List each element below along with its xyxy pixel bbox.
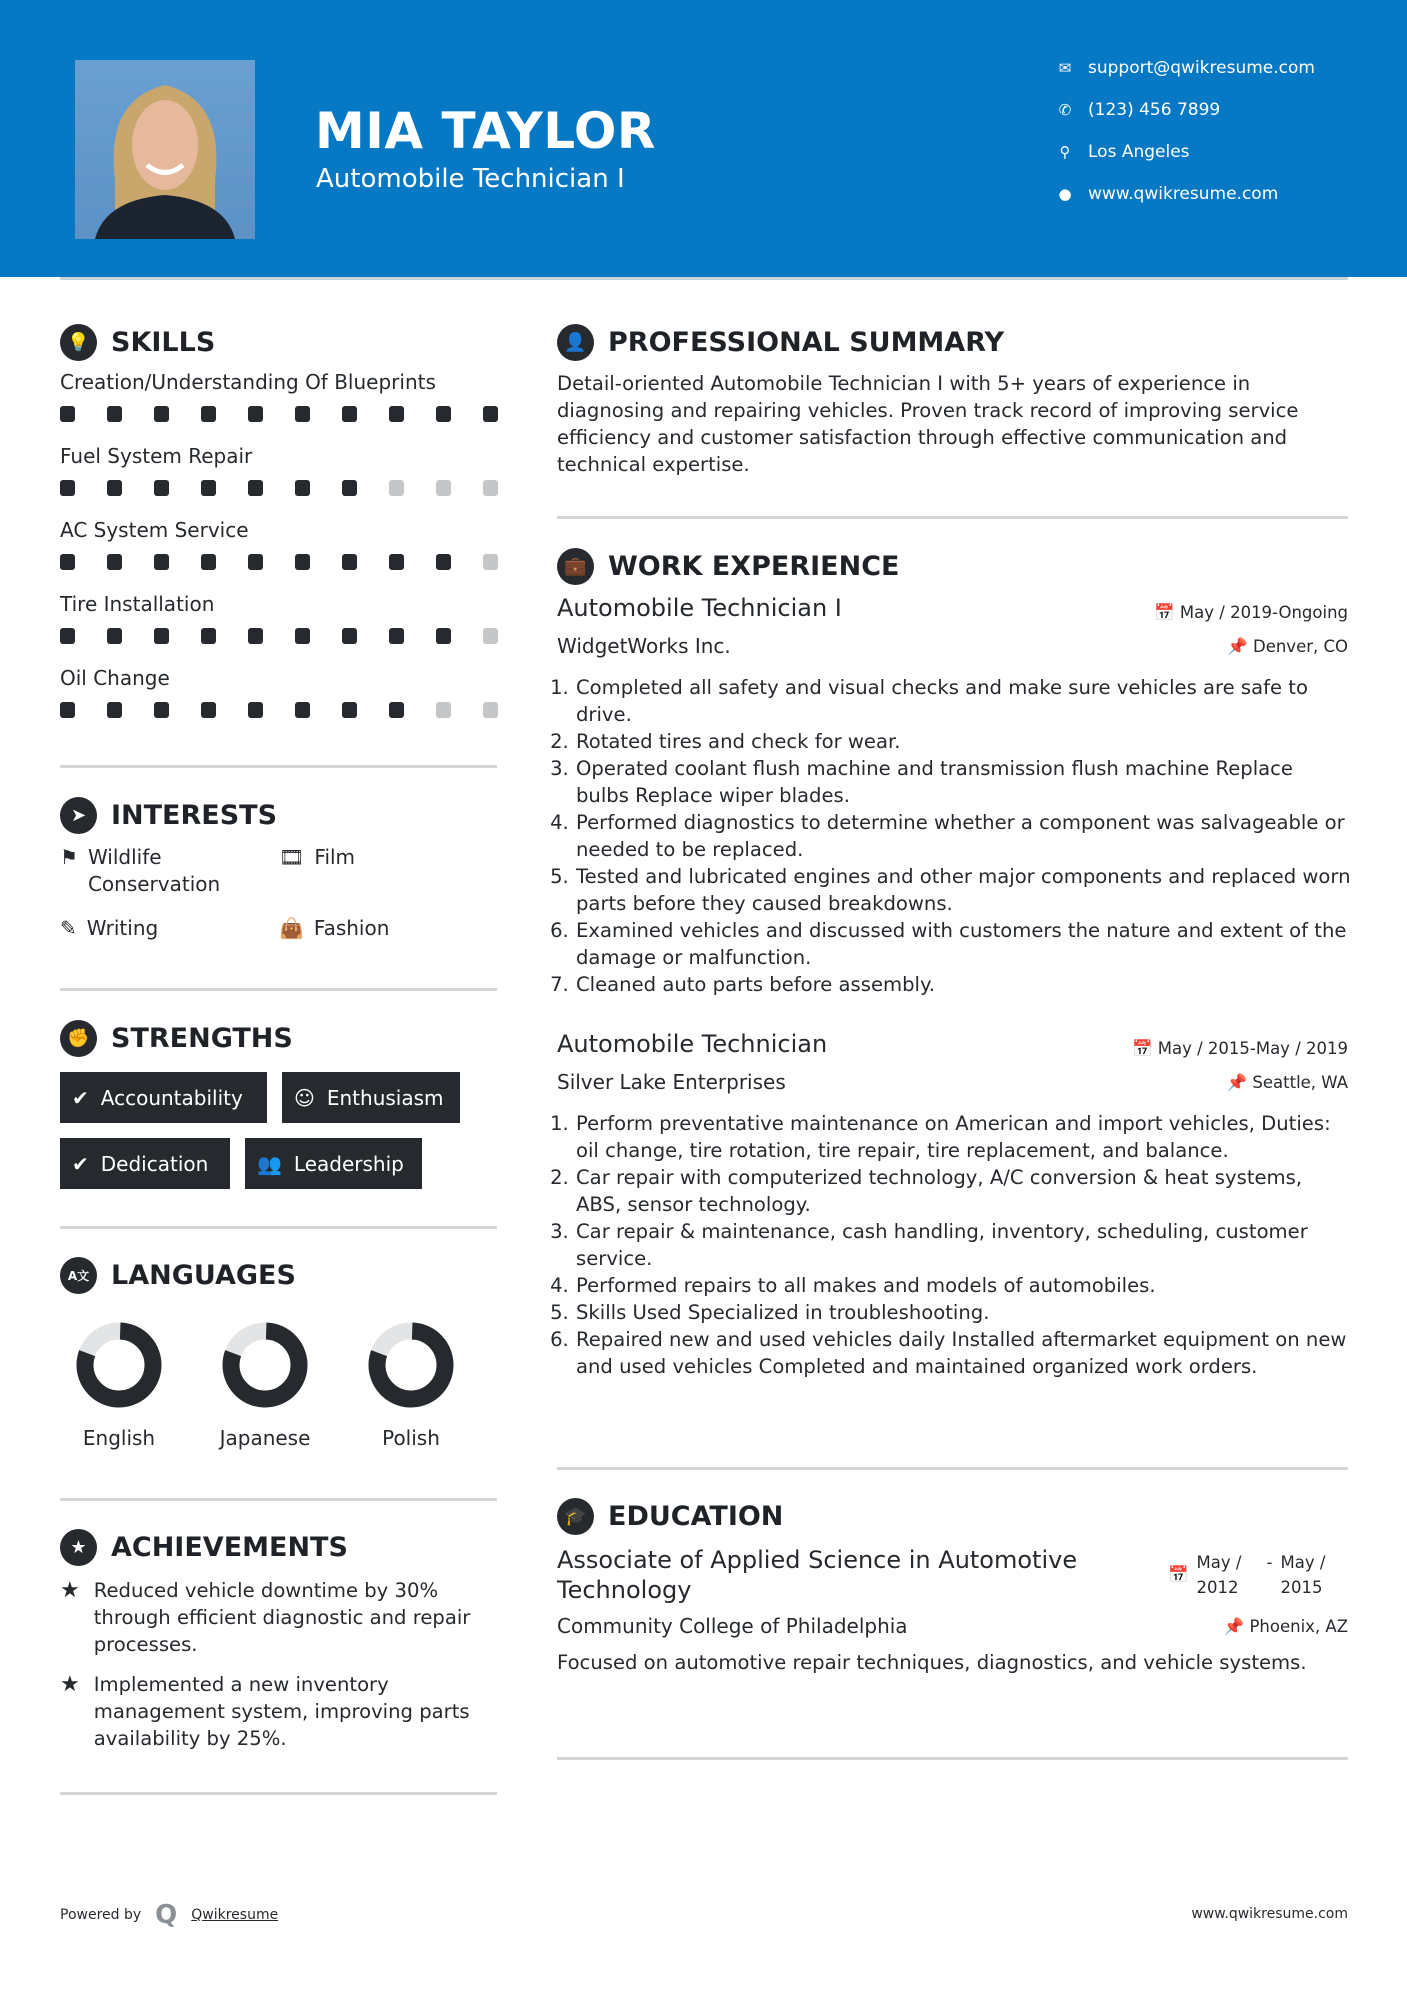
rating-dot: [201, 702, 216, 718]
divider: [557, 1467, 1348, 1470]
summary-heading: 👤 PROFESSIONAL SUMMARY: [557, 324, 1004, 361]
rating-dot: [60, 628, 75, 644]
interest-item: ⚑ Wildlife Conservation: [60, 845, 221, 896]
company: Silver Lake Enterprises: [557, 1070, 786, 1094]
contact-website[interactable]: ● www.qwikresume.com: [1056, 184, 1278, 204]
envelope-icon: ✉: [1058, 59, 1072, 77]
map-pin-icon: ⚲: [1059, 143, 1071, 161]
job-date: 📅 May / 2015-May / 2019: [1131, 1039, 1348, 1058]
rating-dot: [201, 554, 216, 570]
contact-location: ⚲ Los Angeles: [1056, 142, 1190, 162]
rating-dot: [107, 628, 122, 644]
interest-item: 🎞 Film: [279, 845, 356, 869]
rating-dot: [154, 554, 169, 570]
rating-dot: [295, 554, 310, 570]
job-title: Automobile Technician I: [557, 594, 842, 622]
achievements-heading: ★ ACHIEVEMENTS: [60, 1529, 348, 1566]
languages-heading: A文 LANGUAGES: [60, 1257, 296, 1294]
achievement-item: ★ Reduced vehicle downtime by 30% through efficient diagnostic and repair processes.: [60, 1578, 471, 1656]
rating-dot: [60, 406, 75, 422]
rating-dot: [342, 554, 357, 570]
skill-rating: [60, 628, 500, 644]
divider: [60, 1498, 497, 1501]
rating-dot: [342, 480, 357, 496]
job-bullet: 2. Car repair with computerized technology, A/C conversion & heat systems, ABS, sensor technology.: [575, 1164, 1352, 1218]
experience-heading: 💼 WORK EXPERIENCE: [557, 548, 899, 585]
translate-icon: A文: [60, 1257, 97, 1294]
rating-dot: [154, 480, 169, 496]
rating-dot: [201, 480, 216, 496]
rating-dot: [60, 554, 75, 570]
strength-badge: ✔ Dedication: [60, 1138, 230, 1189]
lightbulb-icon: 💡: [60, 324, 97, 361]
rating-dot: [107, 406, 122, 422]
rating-dot: [483, 702, 498, 718]
skill-name: Oil Change: [60, 666, 170, 690]
check-circle-icon: ✔: [72, 1085, 89, 1110]
language-label: Polish: [382, 1426, 440, 1450]
rating-dot: [436, 628, 451, 644]
phone-icon: ✆: [1058, 101, 1072, 119]
shopping-bag-icon: 👜: [279, 916, 304, 940]
rating-dot: [154, 628, 169, 644]
job-bullet: 6. Examined vehicles and discussed with customers the nature and extent of the damage or malfunction.: [575, 917, 1352, 971]
rating-dot: [295, 628, 310, 644]
divider: [60, 765, 497, 768]
rating-dot: [389, 554, 404, 570]
calendar-icon: 📅: [1154, 603, 1180, 622]
rating-dot: [436, 702, 451, 718]
job-bullet: 2. Rotated tires and check for wear.: [575, 728, 1352, 755]
job-location: 📌 Seattle, WA: [1226, 1073, 1348, 1092]
rating-dot: [248, 554, 263, 570]
job-bullet: 1. Perform preventative maintenance on American and import vehicles, Duties: oil change, tire rotation, tire repair, tire replacement, and balance.: [575, 1110, 1352, 1164]
rating-dot: [248, 406, 263, 422]
rating-dot: [342, 628, 357, 644]
pin-icon: 📌: [1227, 637, 1253, 656]
calendar-icon: 📅: [1131, 1039, 1158, 1058]
graduate-icon: 🎓: [557, 1498, 594, 1535]
language-donuts: [60, 1315, 500, 1425]
job-bullet: 7. Cleaned auto parts before assembly.: [575, 971, 1352, 998]
education-date: 📅 May / 2012 - May / 2015: [1168, 1550, 1341, 1600]
contact-phone: ✆ (123) 456 7899: [1056, 100, 1220, 120]
skill-item: [60, 444, 500, 518]
rating-dot: [483, 628, 498, 644]
skill-rating: [60, 554, 500, 570]
achievement-item: ★ Implemented a new inventory management system, improving parts availability by 25%.: [60, 1672, 470, 1750]
job-bullet: 3. Operated coolant flush machine and transmission flush machine Replace bulbs Replace wiper blades.: [575, 755, 1352, 809]
skill-item: [60, 370, 500, 444]
rating-dot: [107, 480, 122, 496]
job-bullet: 4. Performed diagnostics to determine whether a component was salvageable or needed to be replaced.: [575, 809, 1352, 863]
footer-url[interactable]: www.qwikresume.com: [1191, 1906, 1348, 1922]
divider: [60, 1226, 497, 1229]
pin-icon: 📌: [1226, 1073, 1253, 1092]
smile-icon: ☺: [294, 1085, 315, 1110]
divider: [557, 516, 1348, 519]
rating-dot: [295, 480, 310, 496]
globe-icon: ●: [1058, 185, 1072, 203]
skill-name: AC System Service: [60, 518, 249, 542]
rating-dot: [154, 702, 169, 718]
job-bullet: 1. Completed all safety and visual checks and make sure vehicles are safe to drive.: [575, 674, 1352, 728]
divider: [557, 1757, 1348, 1760]
rating-dot: [389, 628, 404, 644]
user-icon: 👤: [557, 324, 594, 361]
candidate-name: MIA TAYLOR: [315, 102, 656, 160]
profile-photo: [75, 60, 255, 239]
skill-rating: [60, 480, 500, 496]
rating-dot: [201, 628, 216, 644]
skill-name: Tire Installation: [60, 592, 215, 616]
rating-dot: [483, 554, 498, 570]
calendar-icon: 📅: [1168, 1565, 1189, 1584]
rating-dot: [248, 702, 263, 718]
job-title: Automobile Technician: [557, 1030, 828, 1058]
interest-item: 👜 Fashion: [279, 916, 390, 940]
skills-heading: 💡 SKILLS: [60, 324, 215, 361]
rating-dot: [154, 406, 169, 422]
interests-heading: ➤ INTERESTS: [60, 797, 277, 834]
skill-item: [60, 666, 500, 740]
strength-badge: ☺ Enthusiasm: [282, 1072, 460, 1123]
header-divider: [60, 277, 1348, 280]
job-location: 📌 Denver, CO: [1227, 637, 1348, 656]
rating-dot: [295, 406, 310, 422]
education-location: 📌 Phoenix, AZ: [1223, 1617, 1348, 1636]
rating-dot: [107, 702, 122, 718]
star-icon: ★: [60, 1578, 80, 1603]
rating-dot: [483, 406, 498, 422]
strength-badge: ✔ Accountability: [60, 1072, 267, 1123]
strength-badge: 👥 Leadership: [245, 1138, 422, 1189]
skill-item: [60, 518, 500, 592]
interest-item: ✎ Writing: [60, 916, 159, 940]
strengths-heading: ✊ STRENGTHS: [60, 1020, 293, 1057]
school: Community College of Philadelphia: [557, 1614, 908, 1638]
briefcase-icon: 💼: [557, 548, 594, 585]
rating-dot: [389, 480, 404, 496]
education-heading: 🎓 EDUCATION: [557, 1498, 783, 1535]
job-date: 📅 May / 2019-Ongoing: [1154, 603, 1348, 622]
rating-dot: [248, 628, 263, 644]
skill-item: [60, 592, 500, 666]
rating-dot: [107, 554, 122, 570]
language-label: English: [82, 1426, 156, 1450]
rating-dot: [483, 480, 498, 496]
footer-powered: Powered by Q Qwikresume: [60, 1900, 279, 1930]
rating-dot: [389, 406, 404, 422]
fist-icon: ✊: [60, 1020, 97, 1057]
job-bullet: 5. Tested and lubricated engines and other major components and replaced worn parts before they caused breakdowns.: [575, 863, 1352, 917]
flag-icon: ⚑: [60, 845, 78, 869]
job-bullet: 3. Car repair & maintenance, cash handling, inventory, scheduling, customer service.: [575, 1218, 1352, 1272]
divider: [60, 988, 497, 991]
rating-dot: [342, 702, 357, 718]
skill-name: Creation/Understanding Of Blueprints: [60, 370, 436, 394]
job-bullets: [557, 1110, 1352, 1380]
skill-rating: [60, 406, 500, 422]
star-icon: ★: [60, 1672, 80, 1697]
job-bullet: 5. Skills Used Specialized in troubleshooting.: [575, 1299, 1352, 1326]
rating-dot: [342, 406, 357, 422]
rating-dot: [60, 480, 75, 496]
skills-list: [60, 370, 500, 740]
rating-dot: [248, 480, 263, 496]
rating-dot: [436, 406, 451, 422]
language-label: Japanese: [219, 1426, 311, 1450]
rating-dot: [295, 702, 310, 718]
skill-name: Fuel System Repair: [60, 444, 253, 468]
rating-dot: [436, 480, 451, 496]
summary-text: Detail-oriented Automobile Technician I with 5+ years of experience in diagnosing and repairing vehicles. Proven track record of improving service efficiency and customer satisfaction through effective communication and technical expertise.: [557, 372, 1299, 476]
contact-email[interactable]: ✉ support@qwikresume.com: [1056, 58, 1315, 78]
film-icon: 🎞: [279, 845, 305, 869]
degree: Associate of Applied Science in Automotive Technology: [557, 1546, 1078, 1604]
star-badge-icon: ★: [60, 1529, 97, 1566]
rating-dot: [60, 702, 75, 718]
rating-dot: [201, 406, 216, 422]
check-circle-icon: ✔: [72, 1151, 89, 1176]
brand-link[interactable]: Qwikresume: [191, 1907, 279, 1923]
company: WidgetWorks Inc.: [557, 634, 731, 658]
qwikresume-logo-icon: Q: [155, 1900, 178, 1930]
rating-dot: [389, 702, 404, 718]
pin-icon: 📌: [1223, 1617, 1250, 1636]
job-bullet: 4. Performed repairs to all makes and models of automobiles.: [575, 1272, 1352, 1299]
divider: [60, 1792, 497, 1795]
users-icon: 👥: [257, 1151, 282, 1176]
job-bullets: [557, 674, 1352, 998]
education-description: Focused on automotive repair techniques, diagnostics, and vehicle systems.: [557, 1651, 1307, 1674]
pencil-icon: ✎: [60, 916, 77, 940]
rating-dot: [436, 554, 451, 570]
candidate-title: Automobile Technician I: [316, 164, 625, 194]
job-bullet: 6. Repaired new and used vehicles daily Installed aftermarket equipment on new and used vehicles Completed and maintained organized work orders.: [575, 1326, 1352, 1380]
paper-plane-icon: ➤: [60, 797, 97, 834]
skill-rating: [60, 702, 500, 718]
